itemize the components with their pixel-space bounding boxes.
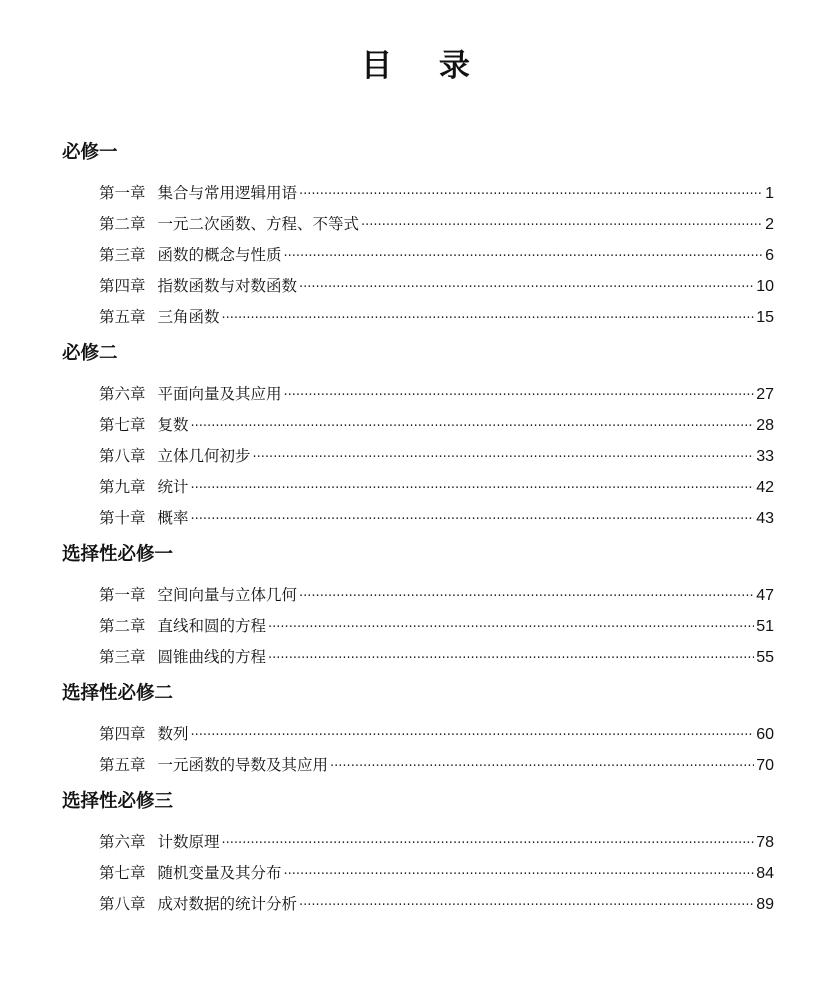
dot-leader — [268, 642, 754, 674]
chapter-title: 三角函数 — [157, 308, 220, 326]
dot-leader — [284, 240, 764, 272]
chapter-title: 函数的概念与性质 — [157, 246, 282, 264]
page-number: 6 — [765, 247, 774, 264]
section-title: 选择性必修三 — [62, 791, 174, 812]
toc-section — [62, 140, 774, 333]
section-title: 选择性必修二 — [62, 683, 174, 704]
page-number: 27 — [756, 386, 774, 403]
chapter-number: 第六章 — [99, 385, 146, 403]
toc-entry[interactable] — [99, 271, 774, 302]
page-number: 2 — [765, 216, 774, 233]
page-number: 70 — [756, 757, 774, 774]
chapter-title: 集合与常用逻辑用语 — [157, 184, 298, 202]
chapter-number: 第九章 — [99, 478, 146, 496]
dot-leader — [299, 271, 754, 303]
chapter-number: 第十章 — [99, 509, 146, 527]
toc-entry[interactable] — [99, 889, 774, 920]
chapter-number: 第一章 — [99, 184, 146, 202]
chapter-title: 立体几何初步 — [157, 447, 251, 465]
chapter-number: 第八章 — [99, 895, 146, 913]
toc-entry[interactable] — [99, 642, 774, 673]
toc-entry[interactable] — [99, 379, 774, 410]
toc-entry[interactable] — [99, 827, 774, 858]
toc-entry[interactable] — [99, 178, 774, 209]
chapter-title: 一元二次函数、方程、不等式 — [157, 215, 360, 233]
dot-leader — [222, 827, 755, 859]
chapter-title: 统计 — [157, 478, 189, 496]
section-title: 必修一 — [62, 142, 118, 163]
page-title: 目 录 — [361, 48, 488, 84]
page-number: 51 — [756, 618, 774, 635]
toc-entry[interactable] — [99, 580, 774, 611]
page-number: 28 — [756, 417, 774, 434]
chapter-title: 成对数据的统计分析 — [157, 895, 298, 913]
chapter-number: 第一章 — [99, 586, 146, 604]
page-number: 43 — [756, 510, 774, 527]
chapter-title: 直线和圆的方程 — [157, 617, 267, 635]
page-number: 60 — [756, 726, 774, 743]
toc-entry[interactable] — [99, 750, 774, 781]
toc-section — [62, 341, 774, 534]
page-number: 33 — [756, 448, 774, 465]
toc-entry[interactable] — [99, 503, 774, 534]
dot-leader — [284, 379, 755, 411]
dot-leader — [191, 410, 755, 442]
page-number: 55 — [756, 649, 774, 666]
chapter-number: 第二章 — [99, 617, 146, 635]
chapter-title: 一元函数的导数及其应用 — [157, 756, 329, 774]
dot-leader — [361, 209, 763, 241]
dot-leader — [299, 178, 763, 210]
dot-leader — [191, 503, 755, 535]
chapter-number: 第三章 — [99, 648, 146, 666]
chapter-number: 第五章 — [99, 308, 146, 326]
toc-entry[interactable] — [99, 441, 774, 472]
chapter-number: 第四章 — [99, 277, 146, 295]
page-number: 89 — [756, 896, 774, 913]
chapter-number: 第四章 — [99, 725, 146, 743]
chapter-title: 空间向量与立体几何 — [157, 586, 298, 604]
toc-entry[interactable] — [99, 240, 774, 271]
chapter-number: 第二章 — [99, 215, 146, 233]
dot-leader — [253, 441, 755, 473]
dot-leader — [284, 858, 755, 890]
chapter-title: 概率 — [157, 509, 189, 527]
toc-entry[interactable] — [99, 472, 774, 503]
dot-leader — [191, 472, 755, 504]
dot-leader — [191, 719, 755, 751]
chapter-number: 第七章 — [99, 416, 146, 434]
chapter-number: 第六章 — [99, 833, 146, 851]
page-number: 42 — [756, 479, 774, 496]
chapter-title: 计数原理 — [157, 833, 220, 851]
toc-entry[interactable] — [99, 302, 774, 333]
page-number: 47 — [756, 587, 774, 604]
chapter-title: 圆锥曲线的方程 — [157, 648, 267, 666]
toc-section — [62, 789, 774, 920]
chapter-title: 指数函数与对数函数 — [157, 277, 298, 295]
chapter-title: 平面向量及其应用 — [157, 385, 282, 403]
dot-leader — [330, 750, 754, 782]
dot-leader — [222, 302, 755, 334]
page-number: 78 — [756, 834, 774, 851]
section-title: 选择性必修一 — [62, 544, 174, 565]
toc-entry[interactable] — [99, 209, 774, 240]
page-number: 1 — [765, 185, 774, 202]
toc-entry[interactable] — [99, 858, 774, 889]
page-number: 15 — [756, 309, 774, 326]
chapter-number: 第八章 — [99, 447, 146, 465]
chapter-number: 第五章 — [99, 756, 146, 774]
toc-entry[interactable] — [99, 719, 774, 750]
chapter-title: 复数 — [157, 416, 189, 434]
toc-section — [62, 681, 774, 781]
page-number: 10 — [756, 278, 774, 295]
chapter-number: 第七章 — [99, 864, 146, 882]
dot-leader — [268, 611, 754, 643]
chapter-title: 数列 — [157, 725, 189, 743]
toc-entry[interactable] — [99, 611, 774, 642]
toc-section — [62, 542, 774, 673]
dot-leader — [299, 889, 754, 921]
chapter-number: 第三章 — [99, 246, 146, 264]
chapter-title: 随机变量及其分布 — [157, 864, 282, 882]
table-of-contents — [62, 140, 774, 920]
dot-leader — [299, 580, 754, 612]
page-number: 84 — [756, 865, 774, 882]
section-title: 必修二 — [62, 343, 118, 364]
toc-entry[interactable] — [99, 410, 774, 441]
